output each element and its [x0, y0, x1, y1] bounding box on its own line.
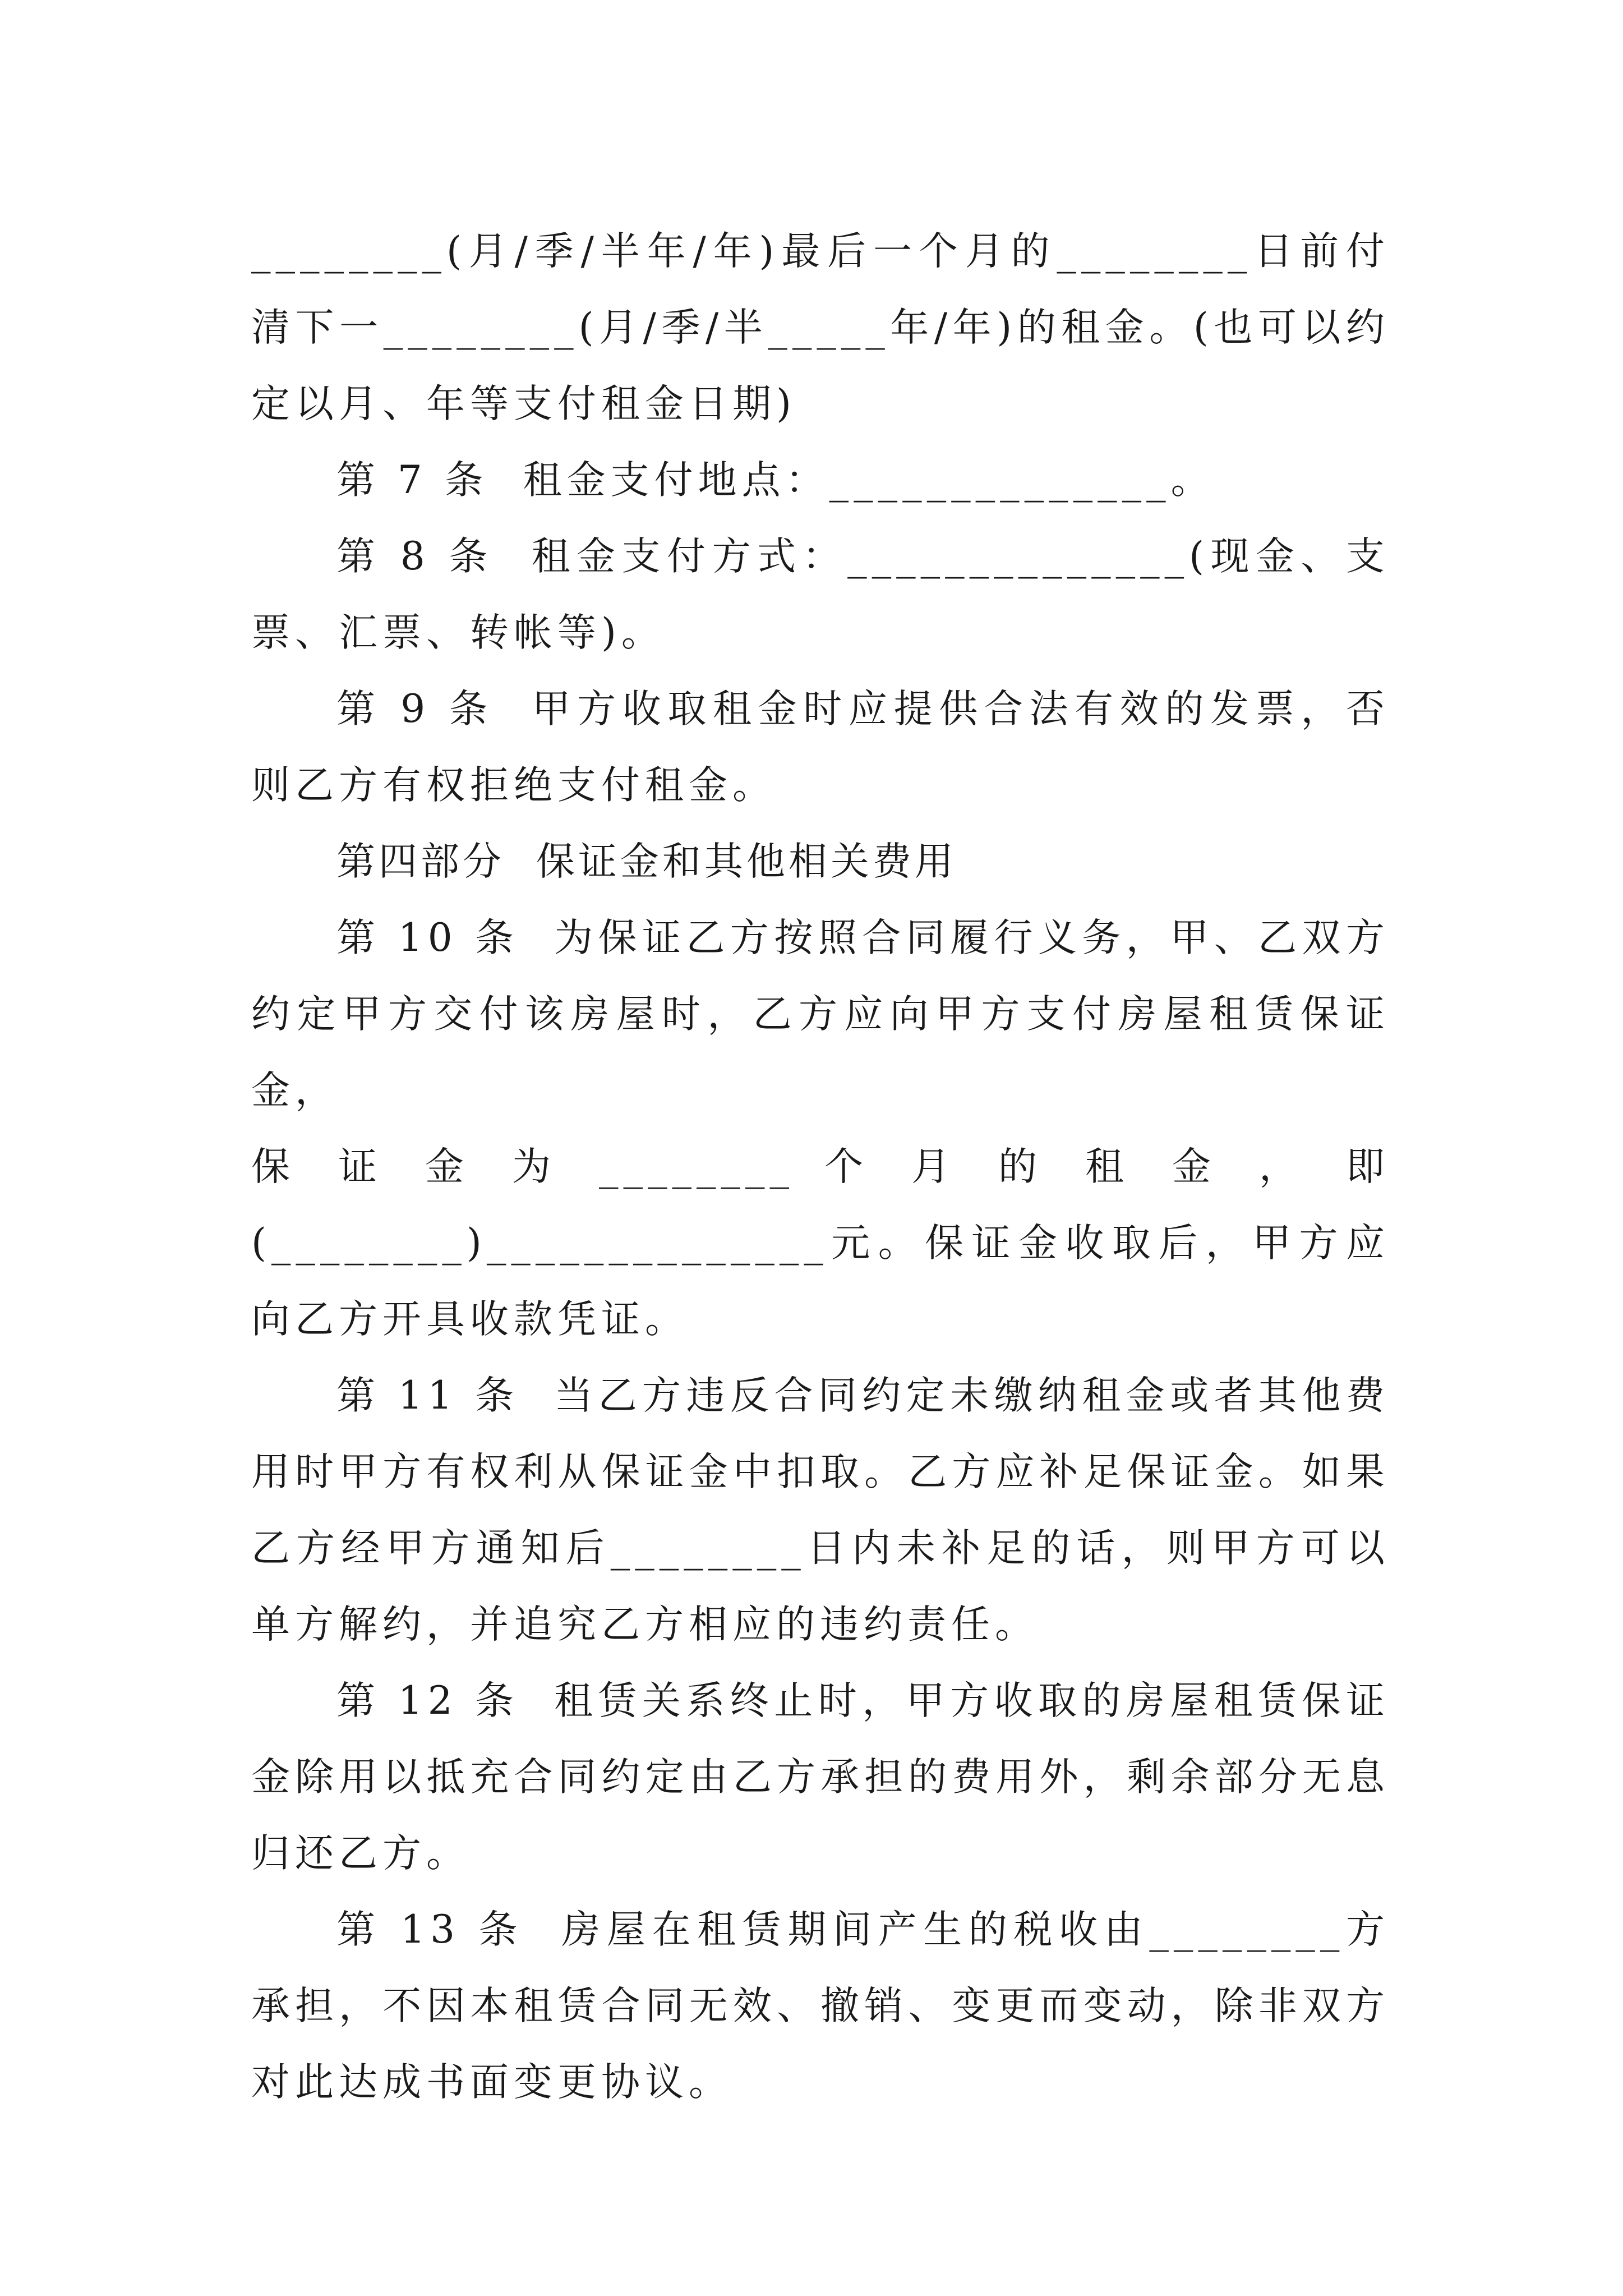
section-heading-part-4: 第四部分 保证金和其他相关费用: [336, 839, 957, 884]
paragraph-article-7: 第 7 条 租金支付地点：______________。: [336, 458, 1215, 503]
paragraph-article-12: 第 12 条 租赁关系终止时，甲方收取的房屋租赁保证金除用以抵充合同约定由乙方承担的费用外，剩余部分无息归还乙方。: [251, 1678, 1390, 1876]
paragraph-article-9: 第 9 条 甲方收取租金时应提供合法有效的发票，否则乙方有权拒绝支付租金。: [251, 687, 1390, 808]
paragraph-article-10-amount: (________)______________元。保证金收取后，甲方应向乙方开具收款凭证。: [251, 1221, 1390, 1342]
document-page: [251, 213, 1390, 2120]
paragraph-article-13: 第 13 条 房屋在租赁期间产生的税收由________方承担，不因本租赁合同无效、撤销、变更而变动，除非双方对此达成书面变更协议。: [251, 1907, 1390, 2105]
paragraph-article-10-deposit-line: 保 证 金 为 ________ 个 月 的 租 金 ， 即: [251, 1144, 1390, 1189]
paragraph-article-8: 第 8 条 租金支付方式：______________(现金、支票、汇票、转帐等)。: [251, 534, 1390, 655]
paragraph-article-10: 第 10 条 为保证乙方按照合同履行义务，甲、乙双方约定甲方交付该房屋时，乙方应向甲方支付房屋租赁保证金，: [251, 915, 1390, 1113]
paragraph-rent-payment-period: ________(月/季/半年/年)最后一个月的________日前付清下一________(月/季/半_____年/年)的租金。(也可以约定以月、年等支付租金日期): [251, 229, 1390, 426]
paragraph-article-11: 第 11 条 当乙方违反合同约定未缴纳租金或者其他费用时甲方有权利从保证金中扣取。乙方应补足保证金。如果乙方经甲方通知后________日内未补足的话，则甲方可以单方解约，并追究乙方相应的违约责任。: [251, 1373, 1390, 1647]
